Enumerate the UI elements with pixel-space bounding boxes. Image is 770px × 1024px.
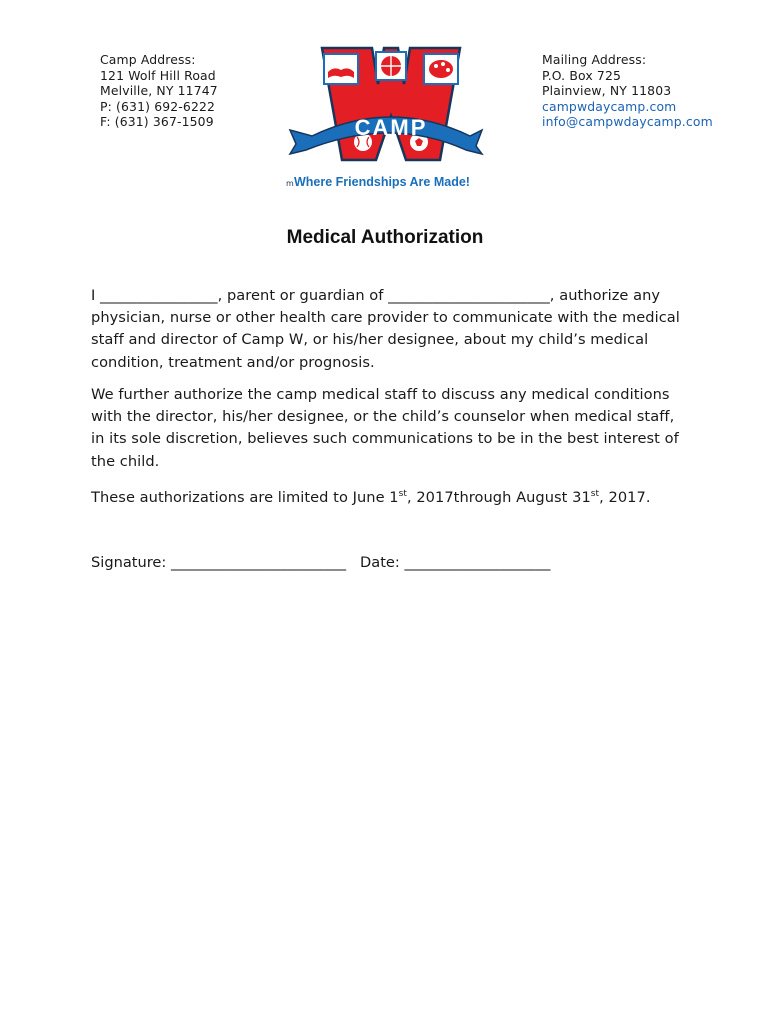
camp-address-block	[100, 52, 218, 130]
basketball-icon	[381, 56, 401, 76]
camp-w-logo	[286, 44, 486, 194]
camp-address-label: Camp Address:	[100, 52, 196, 67]
camp-phone: P: (631) 692-6222	[100, 98, 216, 114]
mailing-po-box: P.O. Box 725	[542, 67, 622, 83]
ordinal-suffix-2: st	[590, 489, 600, 499]
mailing-address-block	[542, 52, 713, 130]
website-link[interactable]: campwdaycamp.com	[542, 98, 677, 114]
camp-fax: F: (631) 367-1509	[100, 114, 214, 130]
tagline-prefix: m	[286, 179, 294, 188]
date-label: Date:	[360, 554, 400, 571]
authorization-paragraph	[91, 285, 691, 374]
parent-guardian-blanks: I ________________, parent or guardian of ______________________,	[91, 287, 555, 304]
camp-banner-text: CAMP	[354, 115, 428, 140]
signature-label: Signature:	[91, 554, 167, 571]
palette-icon	[429, 60, 453, 78]
date-field[interactable]: ____________________	[404, 554, 551, 571]
email-link[interactable]: info@campwdaycamp.com	[542, 114, 713, 130]
signature-field[interactable]: ________________________	[170, 554, 347, 571]
camp-street: 121 Wolf Hill Road	[100, 67, 216, 83]
authorization-limits-paragraph	[91, 483, 691, 509]
authorization-text: authorize any physician, nurse or other health care provider to communicate with the medical staff and director of Camp W, or his/her designee, about my child’s medical condition, treatment and/or prognosis.	[91, 287, 680, 371]
mailing-address-label: Mailing Address:	[542, 52, 647, 67]
limits-text-start: These authorizations are limited to June 1	[91, 489, 399, 506]
tagline: Where Friendships Are Made!	[294, 175, 470, 189]
camp-city: Melville, NY 11747	[100, 83, 218, 99]
limits-text-middle: , 2017through August 31	[406, 489, 591, 506]
ordinal-suffix-1: st	[398, 489, 407, 499]
signature-date-row	[91, 554, 550, 571]
further-authorization-paragraph: We further authorize the camp medical staff to discuss any medical conditions with the director, his/her designee, or the child’s counselor when medical staff, in its sole discretion, believes such communications to be in the best interest of the child.	[91, 386, 679, 470]
limits-text-end: , 2017.	[599, 489, 651, 506]
document-title: Medical Authorization	[286, 227, 484, 248]
mailing-city: Plainview, NY 11803	[542, 83, 672, 99]
